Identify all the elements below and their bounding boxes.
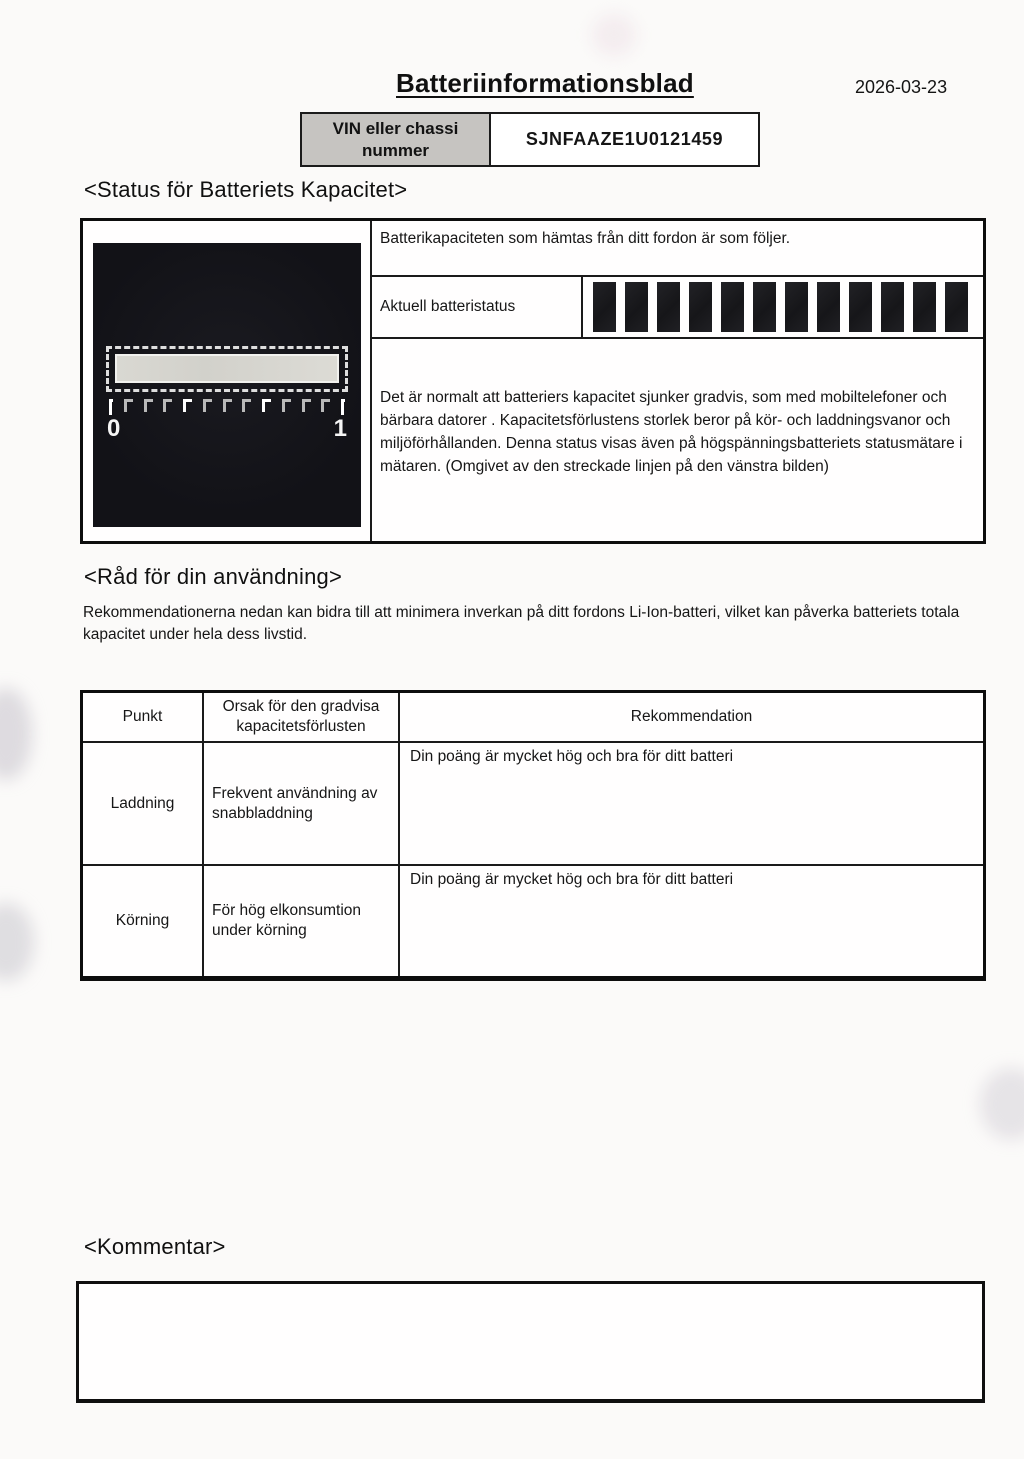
- cell-punkt: Körning: [83, 866, 204, 976]
- vin-label: [302, 114, 491, 165]
- scan-artifact: [980, 1068, 1024, 1140]
- gauge-tick: [321, 399, 330, 412]
- battery-gauge-image: [93, 243, 361, 527]
- gauge-tick: [144, 399, 153, 412]
- document-date: 2026-03-23: [855, 77, 948, 97]
- vin-label-line2: nummer: [361, 140, 430, 160]
- gauge-tick: [223, 399, 232, 412]
- cell-punkt: Laddning: [83, 743, 204, 864]
- gauge-tick: [341, 399, 345, 415]
- page-title: Batteriinformationsblad: [396, 68, 694, 98]
- scan-artifact: [592, 14, 636, 56]
- vin-value: SJNFAAZE1U0121459: [525, 129, 724, 149]
- gauge-cell: [83, 221, 372, 541]
- comment-section-heading: <Kommentar>: [84, 1234, 226, 1259]
- battery-segment: [849, 282, 872, 332]
- battery-segment: [881, 282, 904, 332]
- status-intro-text: Batterikapaciteten som hämtas från ditt fordon är som följer.: [372, 221, 983, 277]
- vin-table: [300, 112, 760, 167]
- battery-segment: [913, 282, 936, 332]
- gauge-tick: [124, 399, 133, 412]
- status-description: Det är normalt att batteriers kapacitet sjunker gradvis, som med mobiltelefoner och bärbara datorer . Kapacitetsförlustens storlek beror på kör- och laddningsvanor och miljöförhållanden. Denna status visas även på högspänningsbatteriets statusmätare i mätaren. (Omgivet av den streckade linjen på den vänstra bilden): [380, 388, 963, 476]
- cell-orsak: Frekvent användning av snabbladdning: [204, 743, 400, 864]
- cell-orsak: För hög elkonsumtion under körning: [204, 866, 400, 976]
- scan-artifact: [0, 903, 34, 981]
- gauge-tick: [163, 399, 172, 412]
- comment-box: [76, 1281, 985, 1403]
- header-rekommendation: Rekommendation: [630, 708, 753, 726]
- battery-segment: [817, 282, 840, 332]
- header-punkt: Punkt: [83, 693, 204, 741]
- gauge-tick: [242, 399, 251, 412]
- scan-artifact: [0, 688, 32, 780]
- cell-rekommendation: Din poäng är mycket hög och bra för ditt batteri: [410, 748, 734, 766]
- gauge-capacity-bar: [115, 354, 339, 383]
- gauge-tick: [183, 399, 192, 412]
- table-row: [83, 866, 983, 976]
- advice-table: [80, 690, 986, 981]
- battery-status-label: Aktuell batteristatus: [372, 277, 583, 337]
- advice-table-header: [83, 693, 983, 743]
- gauge-tick: [203, 399, 212, 412]
- battery-segment: [689, 282, 712, 332]
- battery-segment: [785, 282, 808, 332]
- status-section-heading: <Status för Batteriets Kapacitet>: [84, 177, 408, 202]
- battery-segment: [625, 282, 648, 332]
- battery-segment: [753, 282, 776, 332]
- header-orsak: Orsak för den gradvisa kapacitetsförlusten: [204, 693, 400, 741]
- battery-segment: [593, 282, 616, 332]
- gauge-tick: [262, 399, 271, 412]
- table-row: [83, 743, 983, 866]
- gauge-dashed-outline: [106, 346, 348, 392]
- advice-table-body: [83, 743, 983, 976]
- gauge-tick-marks: [109, 399, 345, 414]
- battery-segment-bar: [583, 277, 983, 337]
- advice-intro-text: Rekommendationerna nedan kan bidra till att minimera inverkan på ditt fordons Li-Ion-batteri, vilket kan påverka batteriets totala kapacitet under hela dess livstid.: [83, 604, 960, 643]
- gauge-tick: [282, 399, 291, 412]
- battery-segment: [657, 282, 680, 332]
- battery-segment: [945, 282, 968, 332]
- battery-segment: [721, 282, 744, 332]
- gauge-min-label: 0: [107, 415, 121, 442]
- gauge-tick: [302, 399, 311, 412]
- vin-label-line1: VIN eller chassi: [332, 119, 459, 139]
- advice-section-heading: <Råd för din användning>: [84, 564, 342, 589]
- battery-status-table: [80, 218, 986, 544]
- cell-rekommendation: Din poäng är mycket hög och bra för ditt batteri: [410, 871, 734, 889]
- gauge-max-label: 1: [333, 415, 347, 442]
- gauge-tick: [109, 399, 113, 415]
